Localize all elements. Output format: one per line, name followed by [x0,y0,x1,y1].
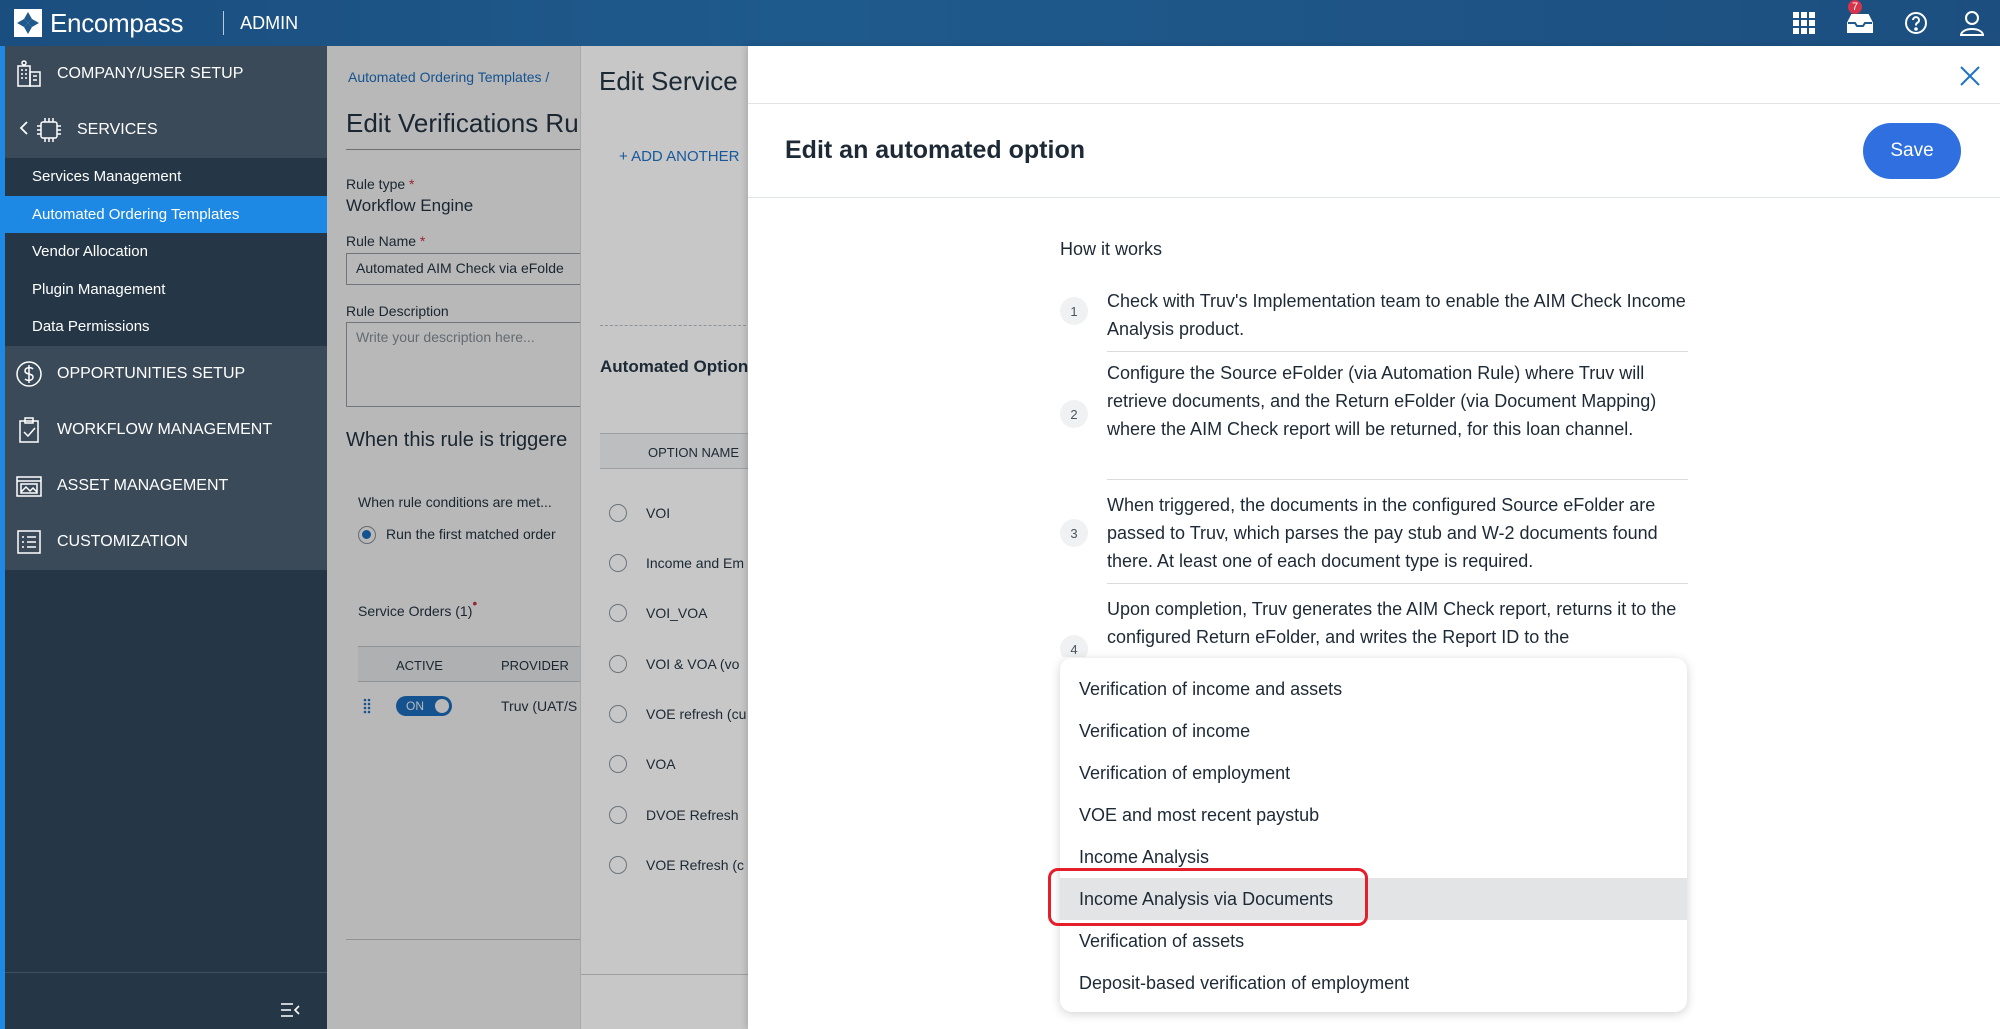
sidebar-section-label: CUSTOMIZATION [57,533,188,550]
encompass-logo-icon [14,9,42,37]
dropdown-option[interactable]: Deposit-based verification of employment [1079,973,1410,993]
service-orders-label: Service Orders (1)• [358,595,478,619]
sidebar-item-automated-ordering-templates[interactable]: Automated Ordering Templates [5,196,327,234]
option-name-column-header: OPTION NAME [648,445,740,460]
edit-service-title: Edit Service [599,66,738,96]
collapse-sidebar-button[interactable] [270,990,310,1029]
sidebar [0,46,327,1029]
close-button[interactable] [1958,64,1982,88]
option-name: Income and Em [646,555,745,571]
sidebar-section-asset-management[interactable] [5,458,327,514]
trigger-heading: When this rule is triggere [346,429,568,451]
sidebar-item-services-management[interactable]: Services Management [32,168,182,185]
option-type-dropdown [1060,658,1687,1012]
step-divider [1107,479,1688,480]
chip-icon [33,114,65,146]
help-button[interactable] [1888,0,1944,46]
step-number: 3 [1060,519,1088,547]
top-icons [1776,0,2000,46]
provider-column-header: PROVIDER [501,658,569,673]
annotation-highlight-box [1048,868,1368,926]
option-name: VOA [646,756,676,772]
option-name: VOI_VOA [646,605,708,621]
chevron-left-icon [19,120,29,141]
notification-badge: 7 [1848,0,1862,14]
breadcrumb[interactable]: Automated Ordering Templates / [348,69,550,85]
conditions-label: When rule conditions are met... [358,494,552,510]
sidebar-footer-divider [5,972,327,973]
sidebar-section-label: WORKFLOW MANAGEMENT [57,421,273,438]
sidebar-item-data-permissions[interactable]: Data Permissions [32,318,150,335]
panel-title-divider [748,197,2000,198]
admin-label: ADMIN [240,12,299,33]
option-name: VOI [646,505,671,521]
apps-grid-button[interactable] [1776,0,1832,46]
dropdown-option[interactable]: Verification of employment [1079,763,1291,783]
panel-header-divider [748,103,2000,104]
rule-name-label: Rule Name * [346,233,426,249]
apps-grid-icon [1793,12,1815,34]
add-another-link[interactable]: + ADD ANOTHER [619,148,740,165]
step-divider [1107,583,1688,584]
step-divider [1107,351,1688,352]
dropdown-option[interactable]: Verification of income [1079,721,1251,741]
sidebar-item-vendor-allocation[interactable]: Vendor Allocation [32,243,148,260]
inbox-button[interactable] [1832,0,1888,46]
user-button[interactable] [1944,0,2000,46]
automated-options-heading: Automated Option [600,357,749,376]
step-number: 2 [1060,400,1088,428]
rule-description-field[interactable]: Write your description here... [346,322,586,407]
sidebar-section-label: ASSET MANAGEMENT [57,477,229,494]
step-number: 4 [1060,635,1088,657]
encompass-logo[interactable] [14,8,183,39]
dropdown-option[interactable]: Income Analysis [1079,847,1210,867]
step-4 [1060,595,1688,657]
sidebar-item-plugin-management[interactable]: Plugin Management [32,280,166,298]
close-icon [1958,64,1982,88]
collapse-menu-icon [280,1002,300,1018]
middle-dim-overlay [580,46,750,1029]
top-divider [223,11,224,35]
option-name: DVOE Refresh [646,807,739,823]
step-text: Configure the Source eFolder (via Automation Rule) where Truv will retrieve documents, and the Return eFolder (via Document Mapping) where the AIM Check report will be returned, for this loan channel. [1107,363,1657,439]
sidebar-section-opportunities-setup[interactable] [5,346,327,402]
step-number: 1 [1060,297,1088,325]
page-title: Edit Verifications Ru [346,108,579,138]
sidebar-section-customization[interactable] [5,514,327,570]
rule-description-label: Rule Description [346,303,449,319]
dropdown-option-highlighted[interactable]: Income Analysis via Documents [1060,878,1687,920]
step-text: When triggered, the documents in the configured Source eFolder are passed to Truv, which parses the pay stub and W-2 documents found there. At least one of each document type is required. [1107,495,1658,571]
rule-name-field[interactable]: Automated AIM Check via eFolde [346,253,586,285]
sidebar-section-label: SERVICES [77,121,158,138]
active-column-header: ACTIVE [396,658,443,673]
sidebar-section-company-user-setup[interactable] [5,46,327,102]
save-button[interactable]: Save [1863,123,1961,179]
panel-title: Edit an automated option [785,136,1085,164]
sidebar-section-label: COMPANY/USER SETUP [57,65,244,82]
help-icon [1904,11,1928,35]
rule-type-label: Rule type * [346,176,415,192]
clipboard-icon [13,414,45,446]
option-name: VOI & VOA (vo [646,656,740,672]
how-it-works-heading: How it works [1060,239,1163,259]
user-icon [1960,10,1984,36]
option-name: VOE Refresh (c [646,857,745,873]
step-text: Upon completion, Truv generates the AIM Check report, returns it to the configured Return eFolder, and writes the Report ID to the [1107,599,1677,647]
dropdown-option[interactable]: Verification of income and assets [1079,679,1343,699]
step-text: Check with Truv's Implementation team to enable the AIM Check Income Analysis product. [1107,291,1686,339]
provider-cell: Truv (UAT/S [501,698,578,714]
option-name: VOE refresh (cu [646,706,747,722]
dollar-icon [13,358,45,390]
building-icon [13,58,45,90]
inbox-icon [1846,11,1874,35]
active-toggle[interactable]: ON [396,696,452,716]
rule-type-value: Workflow Engine [346,196,474,215]
services-subnav [5,158,327,346]
top-bar [0,0,2000,46]
run-first-label: Run the first matched order [386,526,556,542]
sidebar-section-workflow-management[interactable] [5,402,327,458]
image-icon [13,470,45,502]
app-name: Encompass [50,7,184,38]
list-icon [13,526,45,558]
dropdown-option[interactable]: VOE and most recent paystub [1079,805,1320,825]
dropdown-option[interactable]: Verification of assets [1079,931,1245,951]
sidebar-section-services[interactable] [5,102,327,158]
sidebar-section-label: OPPORTUNITIES SETUP [57,365,246,382]
